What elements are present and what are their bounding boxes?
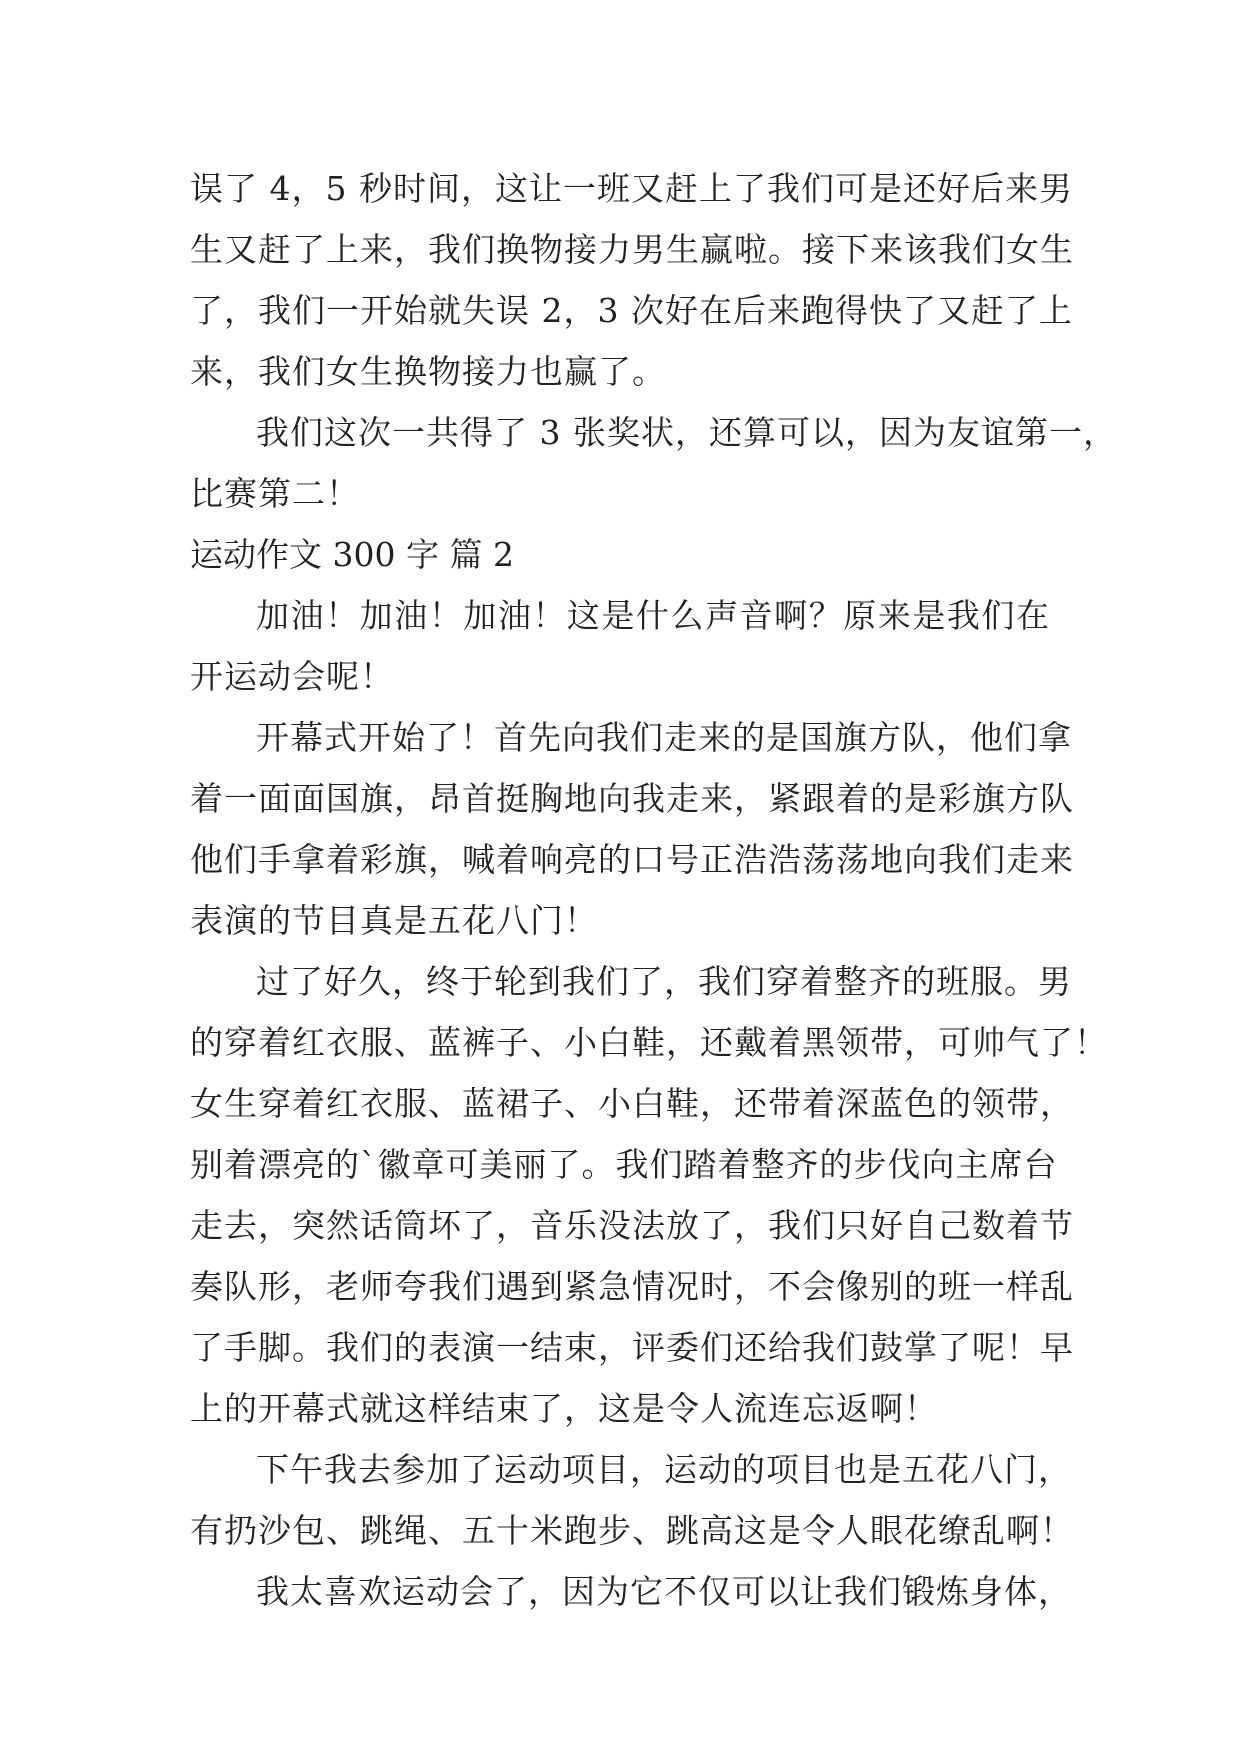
paragraph-first-line: 下午我去参加了运动项目，运动的项目也是五花八门， bbox=[256, 1450, 1072, 1489]
paragraph-first-line: 我们这次一共得了 3 张奖状，还算可以，因为友谊第一， bbox=[256, 413, 1117, 452]
text-line: 着一面面国旗，昂首挺胸地向我走来，紧跟着的是彩旗方队 bbox=[190, 779, 1074, 818]
text-line: 误了 4，5 秒时间，这让一班又赶上了我们可是还好后来男 bbox=[190, 169, 1073, 208]
text-line: 的穿着红衣服、蓝裤子、小白鞋，还戴着黑领带，可帅气了！ bbox=[190, 1023, 1108, 1062]
text-line: 生又赶了上来，我们换物接力男生赢啦。接下来该我们女生 bbox=[190, 230, 1074, 269]
text-line: 了手脚。我们的表演一结束，评委们还给我们鼓掌了呢！早 bbox=[190, 1328, 1074, 1367]
text-line: 开运动会呢！ bbox=[190, 657, 394, 696]
text-line: 来，我们女生换物接力也赢了。 bbox=[190, 352, 666, 391]
text-line: 走去，突然话筒坏了，音乐没法放了，我们只好自己数着节 bbox=[190, 1206, 1074, 1245]
text-line: 表演的节目真是五花八门！ bbox=[190, 901, 598, 940]
text-line: 比赛第二！ bbox=[190, 474, 360, 513]
text-line: 了，我们一开始就失误 2，3 次好在后来跑得快了又赶了上 bbox=[190, 291, 1073, 330]
text-line: 他们手拿着彩旗，喊着响亮的口号正浩浩荡荡地向我们走来 bbox=[190, 840, 1074, 879]
text-line: 奏队形，老师夸我们遇到紧急情况时，不会像别的班一样乱 bbox=[190, 1267, 1074, 1306]
section-heading: 运动作文 300 字 篇 2 bbox=[190, 535, 514, 574]
text-line: 有扔沙包、跳绳、五十米跑步、跳高这是令人眼花缭乱啊！ bbox=[190, 1511, 1074, 1550]
text-line: 女生穿着红衣服、蓝裙子、小白鞋，还带着深蓝色的领带， bbox=[190, 1084, 1074, 1123]
paragraph-first-line: 开幕式开始了！首先向我们走来的是国旗方队，他们拿 bbox=[256, 718, 1072, 757]
paragraph-first-line: 过了好久，终于轮到我们了，我们穿着整齐的班服。男 bbox=[256, 962, 1072, 1001]
document-page bbox=[190, 158, 1117, 1622]
paragraph-first-line: 加油！加油！加油！这是什么声音啊？原来是我们在 bbox=[256, 596, 1050, 635]
paragraph-first-line: 我太喜欢运动会了，因为它不仅可以让我们锻炼身体， bbox=[256, 1572, 1072, 1611]
text-line: 别着漂亮的`徽章可美丽了。我们踏着整齐的步伐向主席台 bbox=[190, 1145, 1058, 1184]
text-line: 上的开幕式就这样结束了，这是令人流连忘返啊！ bbox=[190, 1389, 938, 1428]
